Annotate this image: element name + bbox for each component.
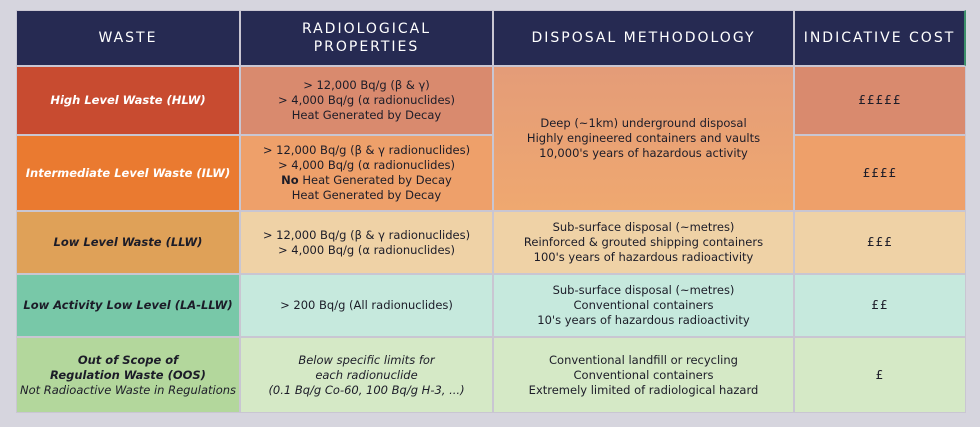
header-waste: WASTE bbox=[16, 10, 240, 66]
radiological-properties: > 12,000 Bq/g (β & γ radionuclides) > 4,000 Bq/g (α radionuclides) No Heat Generated by Decay Heat Generated by Decay bbox=[240, 135, 493, 211]
radiological-properties: > 12,000 Bq/g (β & γ) > 4,000 Bq/g (α radionuclides) Heat Generated by Decay bbox=[240, 66, 493, 135]
table-row-ilw bbox=[16, 135, 966, 211]
header-radiological-properties: RADIOLOGICAL PROPERTIES bbox=[240, 10, 493, 66]
no-emphasis: No bbox=[281, 173, 299, 187]
waste-name: Out of Scope of Regulation Waste (OOS) Not Radioactive Waste in Regulations bbox=[16, 337, 240, 413]
indicative-cost: £££ bbox=[794, 211, 966, 274]
disposal-methodology: Sub-surface disposal (~metres) Conventional containers 10's years of hazardous radioactivity bbox=[493, 274, 794, 337]
waste-name: Low Level Waste (LLW) bbox=[16, 211, 240, 274]
disposal-methodology: Conventional landfill or recycling Conventional containers Extremely limited of radiological hazard bbox=[493, 337, 794, 413]
waste-name: Low Activity Low Level (LA-LLW) bbox=[16, 274, 240, 337]
disposal-methodology: Sub-surface disposal (~metres) Reinforced & grouted shipping containers 100's years of hazardous radioactivity bbox=[493, 211, 794, 274]
header-indicative-cost: INDICATIVE COST bbox=[794, 10, 966, 66]
radiological-properties: > 200 Bq/g (All radionuclides) bbox=[240, 274, 493, 337]
waste-name: Intermediate Level Waste (ILW) bbox=[16, 135, 240, 211]
radioactive-waste-table bbox=[16, 10, 966, 413]
radiological-properties: Below specific limits for each radionuclide (0.1 Bq/g Co-60, 100 Bq/g H-3, ...) bbox=[240, 337, 493, 413]
table-row-la-llw bbox=[16, 274, 966, 337]
indicative-cost: ££££ bbox=[794, 135, 966, 211]
table-row-llw bbox=[16, 211, 966, 274]
table-row-hlw bbox=[16, 66, 966, 135]
header-disposal-methodology: DISPOSAL METHODOLOGY bbox=[493, 10, 794, 66]
table-row-oos bbox=[16, 337, 966, 413]
indicative-cost: £££££ bbox=[794, 66, 966, 135]
radiological-properties: > 12,000 Bq/g (β & γ radionuclides) > 4,000 Bq/g (α radionuclides) bbox=[240, 211, 493, 274]
waste-name: High Level Waste (HLW) bbox=[16, 66, 240, 135]
indicative-cost: £ bbox=[794, 337, 966, 413]
indicative-cost: ££ bbox=[794, 274, 966, 337]
disposal-methodology-deep: Deep (~1km) underground disposal Highly engineered containers and vaults 10,000's years of hazardous activity bbox=[493, 66, 794, 211]
header-row bbox=[16, 10, 966, 66]
